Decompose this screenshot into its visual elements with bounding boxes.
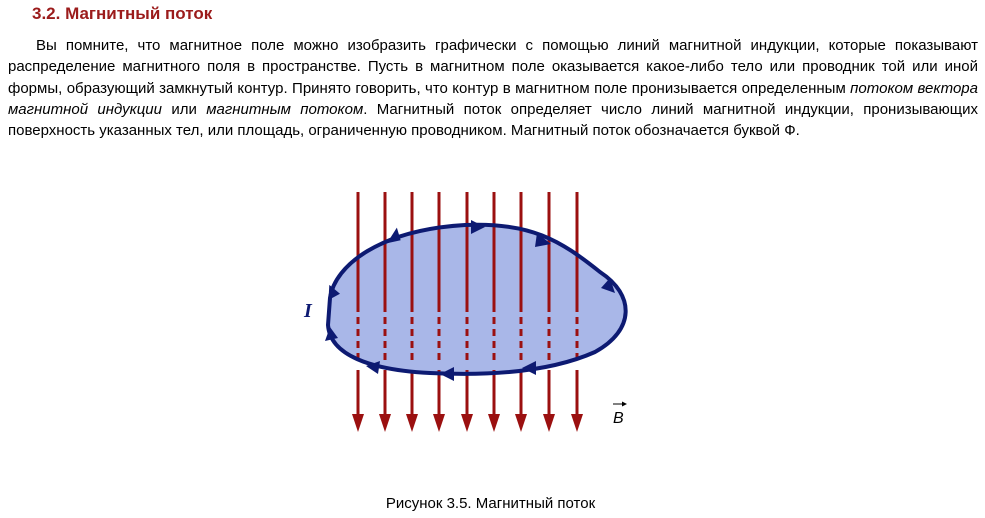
term-magnetic-flux: магнитным потоком (206, 100, 364, 118)
field-line-1-arrowhead (352, 414, 364, 432)
figure-illustration (290, 180, 670, 445)
field-line-4-arrowhead (433, 414, 445, 432)
field-line-5-arrowhead (461, 414, 473, 432)
paragraph-text-1: Вы помните, что магнитное поле можно изобразить графически с помощью линий магнитной индукции, которые показывают распределение магнитного поля в пространстве. Пусть в магнитном поле оказывается какое-либо тело или проводник той или иной формы, образующий замкнутый контур. Принято говорить, что контур в магнитном поле пронизывается определенным (8, 37, 978, 97)
body-paragraph (8, 35, 978, 141)
field-line-3-arrowhead (406, 414, 418, 432)
field-line-9-arrowhead (571, 414, 583, 432)
field-line-8-arrowhead (543, 414, 555, 432)
vector-arrow-icon (613, 402, 627, 407)
magnetic-flux-figure (290, 180, 670, 445)
paragraph-text-3: . Магнитный поток определяет число линий магнитной индукции, пронизывающих поверхность указанных тел, или площадь, ограниченную проводником. Магнитный поток обозначается буквой Ф. (8, 100, 978, 140)
field-line-6-arrowhead (488, 414, 500, 432)
current-label: I (304, 300, 312, 322)
figure-caption-text: Рисунок 3.5. Магнитный поток (385, 495, 596, 512)
field-line-2-arrowhead (379, 414, 391, 432)
term-flux-vector: потоком вектора магнитной индукции (8, 79, 978, 118)
paragraph-text-2: или (161, 100, 207, 118)
field-line-7-arrowhead (515, 414, 527, 432)
field-vector-label: B (613, 410, 624, 427)
section-heading: 3.2. Магнитный поток (32, 4, 213, 23)
figure-caption (0, 495, 985, 512)
